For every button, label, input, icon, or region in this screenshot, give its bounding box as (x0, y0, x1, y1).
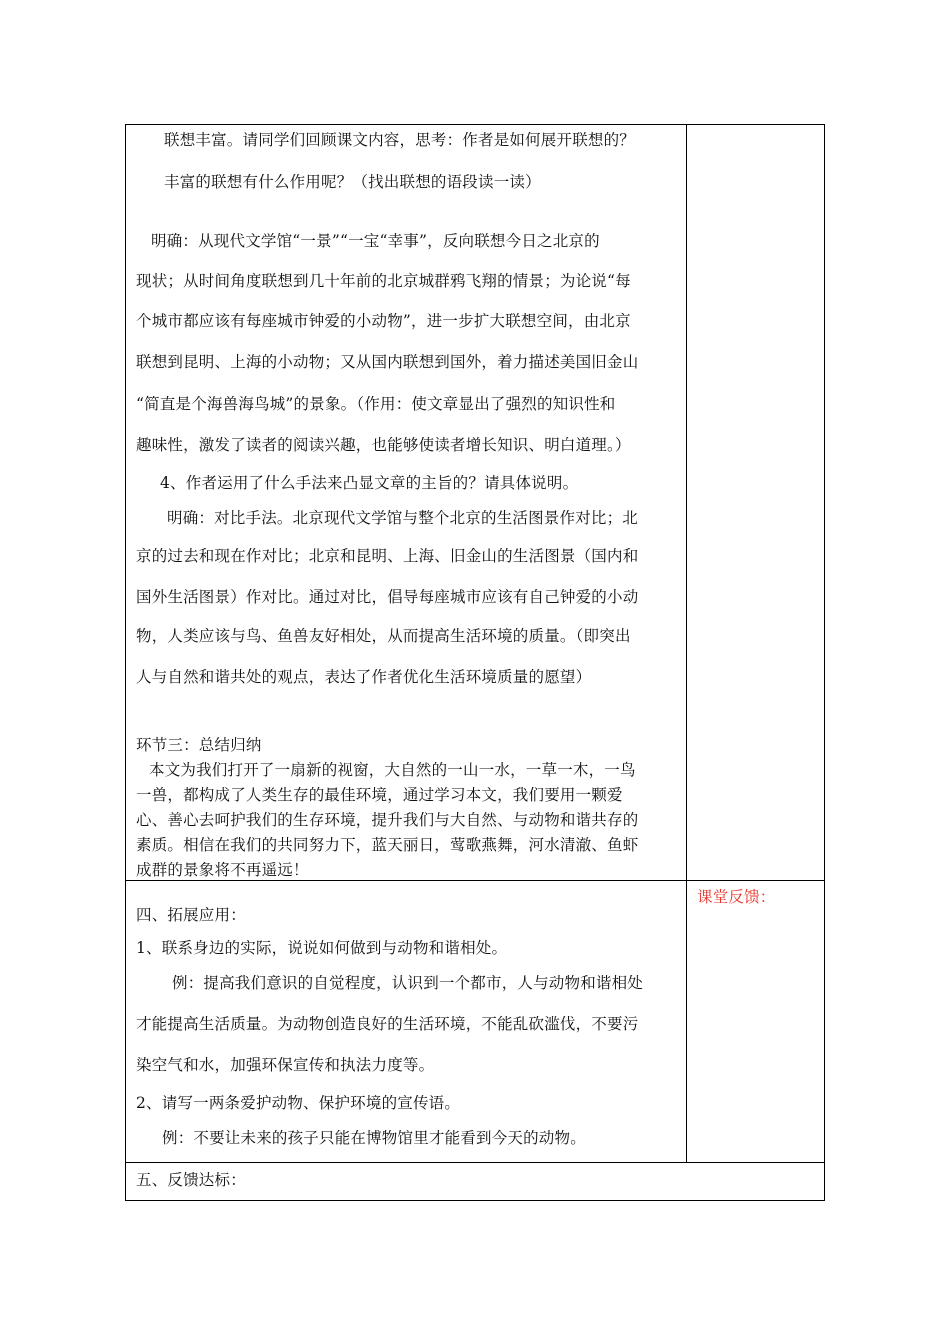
text-line: 国外生活图景）作对比。通过对比，倡导每座城市应该有自己钟爱的小动 (136, 588, 639, 606)
table-border-top (125, 124, 825, 125)
table-border-left (125, 124, 126, 1201)
table-row-divider-2 (125, 1162, 825, 1163)
text-line: 现状；从时间角度联想到几十年前的北京城群鸦飞翔的情景；为论说“每 (136, 272, 631, 290)
text-line: 1、联系身边的实际，说说如何做到与动物和谐相处。 (136, 939, 508, 957)
text-line: 才能提高生活质量。为动物创造良好的生活环境，不能乱砍滥伐，不要污 (136, 1015, 639, 1033)
text-line: 一兽，都构成了人类生存的最佳环境，通过学习本文，我们要用一颗爱 (136, 786, 623, 804)
section-heading: 四、拓展应用： (136, 906, 246, 924)
table-column-divider (686, 124, 687, 1162)
classroom-feedback-label: 课堂反馈： (697, 888, 776, 906)
text-line: 人与自然和谐共处的观点，表达了作者优化生活环境质量的愿望） (136, 668, 592, 686)
text-line: 染空气和水，加强环保宣传和执法力度等。 (136, 1056, 435, 1074)
section-heading: 环节三：总结归纳 (136, 736, 262, 754)
text-line: 联想丰富。请同学们回顾课文内容，思考：作者是如何展开联想的？ (164, 131, 636, 149)
text-line: 本文为我们打开了一扇新的视窗，大自然的一山一水，一草一木，一鸟 (149, 761, 636, 779)
text-line: 例：不要让未来的孩子只能在博物馆里才能看到今天的动物。 (162, 1129, 586, 1147)
section-heading: 五、反馈达标： (136, 1171, 246, 1189)
text-line: 联想到昆明、上海的小动物；又从国内联想到国外，着力描述美国旧金山 (136, 353, 639, 371)
text-line: 明确：从现代文学馆“一景”“一宝“幸事”，反向联想今日之北京的 (151, 232, 600, 250)
text-line: 趣味性，激发了读者的阅读兴趣，也能够使读者增长知识、明白道理。） (136, 436, 631, 454)
text-line: 物，人类应该与鸟、鱼兽友好相处，从而提高生活环境的质量。（即突出 (136, 627, 631, 645)
text-line: 明确：对比手法。北京现代文学馆与整个北京的生活图景作对比；北 (167, 509, 639, 527)
text-line: 个城市都应该有每座城市钟爱的小动物”，进一步扩大联想空间，由北京 (136, 312, 631, 330)
text-line: 心、善心去呵护我们的生存环境，提升我们与大自然、与动物和谐共存的 (136, 811, 639, 829)
text-line: 素质。相信在我们的共同努力下，蓝天丽日，莺歌燕舞，河水清澈、鱼虾 (136, 836, 639, 854)
table-border-bottom (125, 1200, 825, 1201)
text-line: 例：提高我们意识的自觉程度，认识到一个都市，人与动物和谐相处 (172, 974, 644, 992)
text-line: 4、作者运用了什么手法来凸显文章的主旨的？请具体说明。 (160, 474, 579, 492)
text-line: 2、请写一两条爱护动物、保护环境的宣传语。 (136, 1094, 461, 1112)
table-row-divider-1 (125, 880, 825, 881)
text-line: “简直是个海兽海鸟城”的景象。（作用：使文章显出了强烈的知识性和 (136, 395, 616, 413)
text-line: 京的过去和现在作对比；北京和昆明、上海、旧金山的生活图景（国内和 (136, 547, 639, 565)
text-line: 成群的景象将不再遥远！ (136, 861, 309, 879)
table-border-right (824, 124, 825, 1201)
text-line: 丰富的联想有什么作用呢？（找出联想的语段读一读） (164, 173, 541, 191)
